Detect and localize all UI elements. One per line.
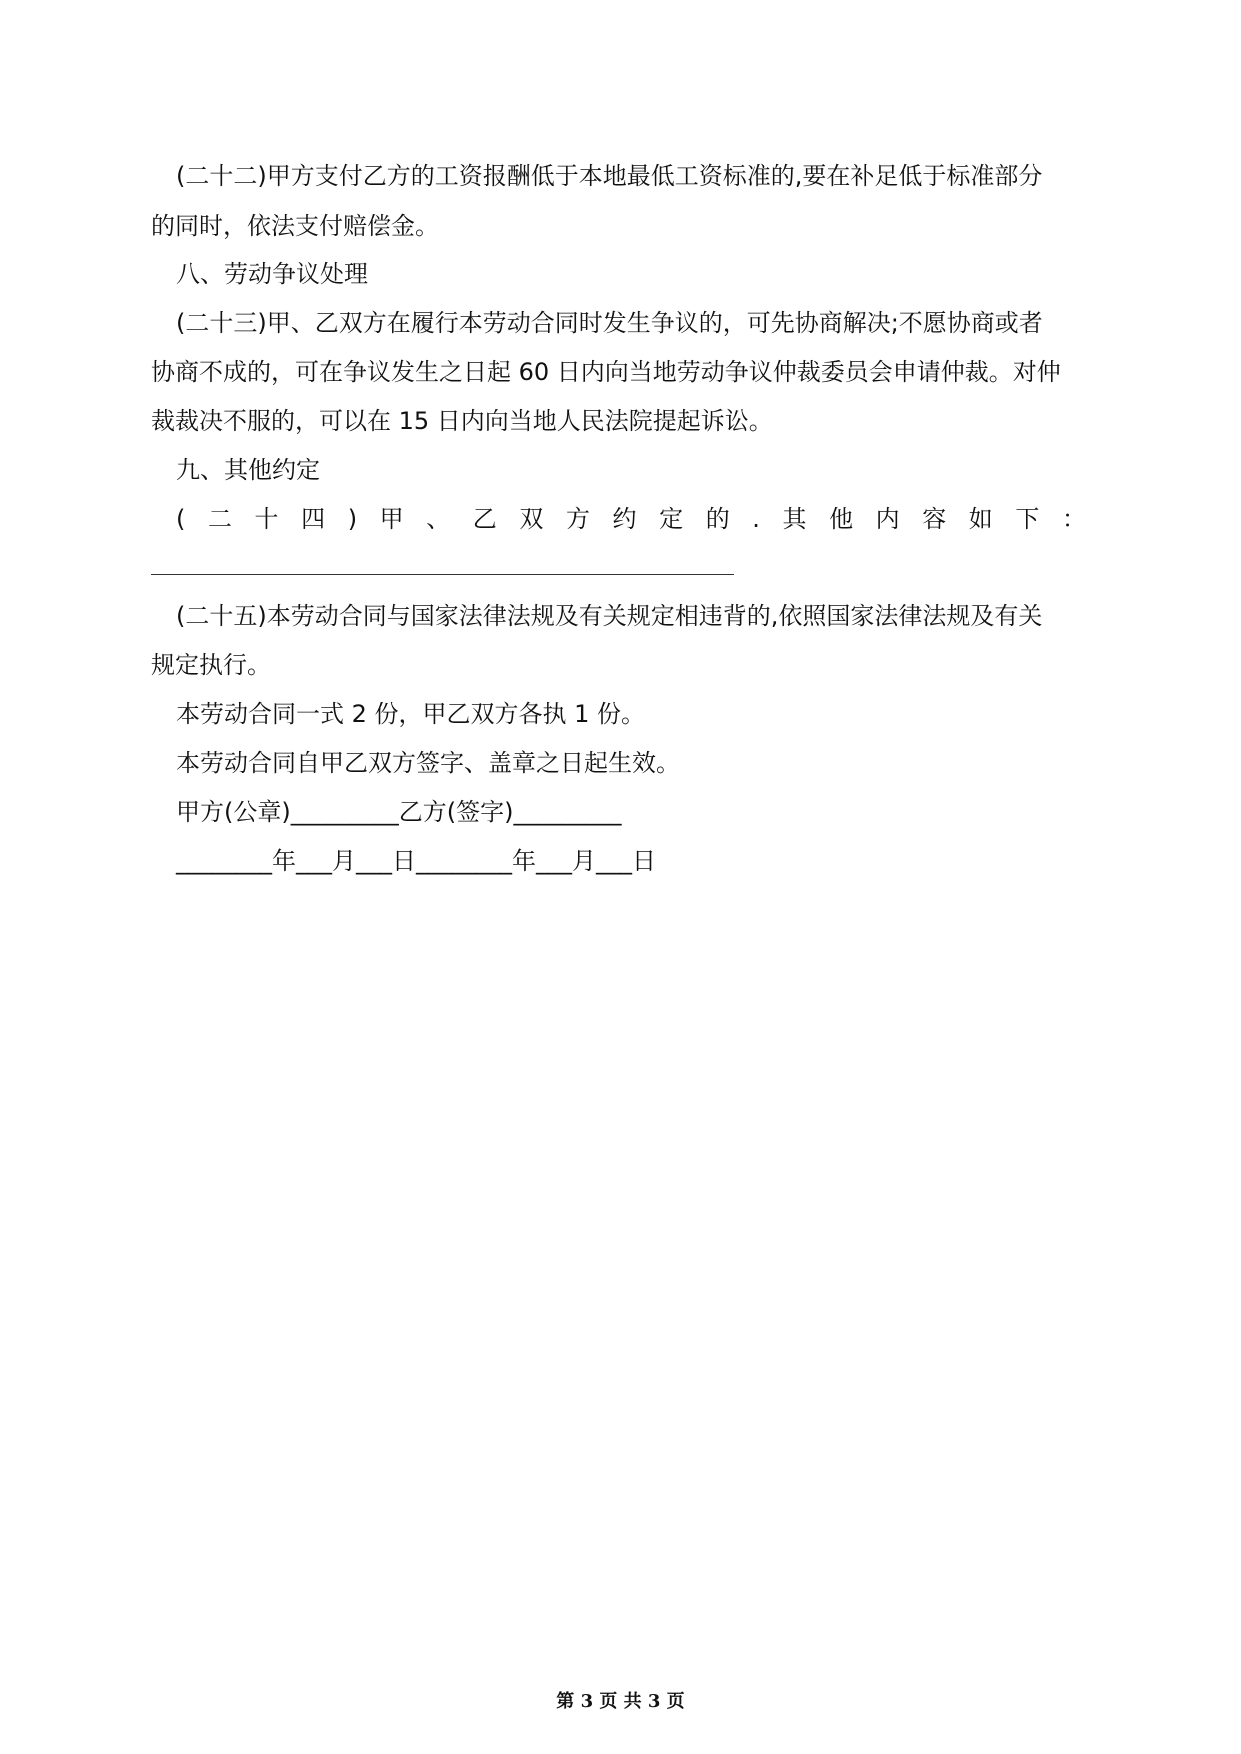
clause-22-line-2: 的同时，依法支付赔偿金。: [151, 212, 439, 240]
clause-25-line-1: (二十五)本劳动合同与国家法律法规及有关规定相违背的,依照国家法律法规及有关: [176, 602, 1043, 630]
signature-line: 甲方(公章)_________乙方(签字)_________: [176, 798, 622, 826]
clause-24-char: 、: [426, 505, 451, 533]
clause-23-line-3: 裁裁决不服的，可以在 15 日内向当地人民法院提起诉讼。: [151, 407, 773, 435]
clause-24-char: 四: [301, 505, 326, 533]
section-heading-9: 九、其他约定: [176, 456, 320, 484]
clause-24-char: 方: [565, 505, 590, 533]
date-line: ________年___月___日________年___月___日: [176, 847, 656, 875]
clause-24-char: 的: [705, 505, 730, 533]
clause-24-char: 约: [612, 505, 637, 533]
clause-24-char: 容: [922, 505, 947, 533]
clause-24-char: 其: [782, 505, 807, 533]
clause-24-char: 双: [519, 505, 544, 533]
clause-24-char: 定: [659, 505, 684, 533]
clause-24-char: 如: [968, 505, 993, 533]
clause-25-line-2: 规定执行。: [151, 651, 271, 679]
clause-24-line: [176, 504, 1086, 534]
clause-22-line-1: (二十二)甲方支付乙方的工资报酬低于本地最低工资标准的,要在补足低于标准部分: [176, 162, 1043, 190]
clause-24-char: 二: [207, 505, 232, 533]
clause-24-char: (: [176, 505, 186, 533]
copies-clause: 本劳动合同一式 2 份，甲乙双方各执 1 份。: [176, 700, 646, 728]
page-number-footer: 第 3 页 共 3 页: [556, 1691, 685, 1712]
clause-24-blank-line: [151, 574, 734, 575]
clause-24-char: 内: [875, 505, 900, 533]
clause-24-char: 乙: [472, 505, 497, 533]
clause-24-char: .: [752, 505, 760, 533]
clause-24-char: 他: [829, 505, 854, 533]
clause-23-line-2: 协商不成的，可在争议发生之日起 60 日内向当地劳动争议仲裁委员会申请仲裁。对仲: [151, 358, 1061, 386]
clause-23-line-1: (二十三)甲、乙双方在履行本劳动合同时发生争议的，可先协商解决;不愿协商或者: [176, 309, 1043, 337]
section-heading-8: 八、劳动争议处理: [176, 260, 368, 288]
clause-24-char: ：: [1061, 505, 1086, 533]
clause-24-char: 甲: [379, 505, 404, 533]
clause-24-char: 下: [1015, 505, 1040, 533]
clause-24-char: 十: [254, 505, 279, 533]
clause-24-char: ): [347, 505, 358, 533]
effective-clause: 本劳动合同自甲乙双方签字、盖章之日起生效。: [176, 749, 680, 777]
